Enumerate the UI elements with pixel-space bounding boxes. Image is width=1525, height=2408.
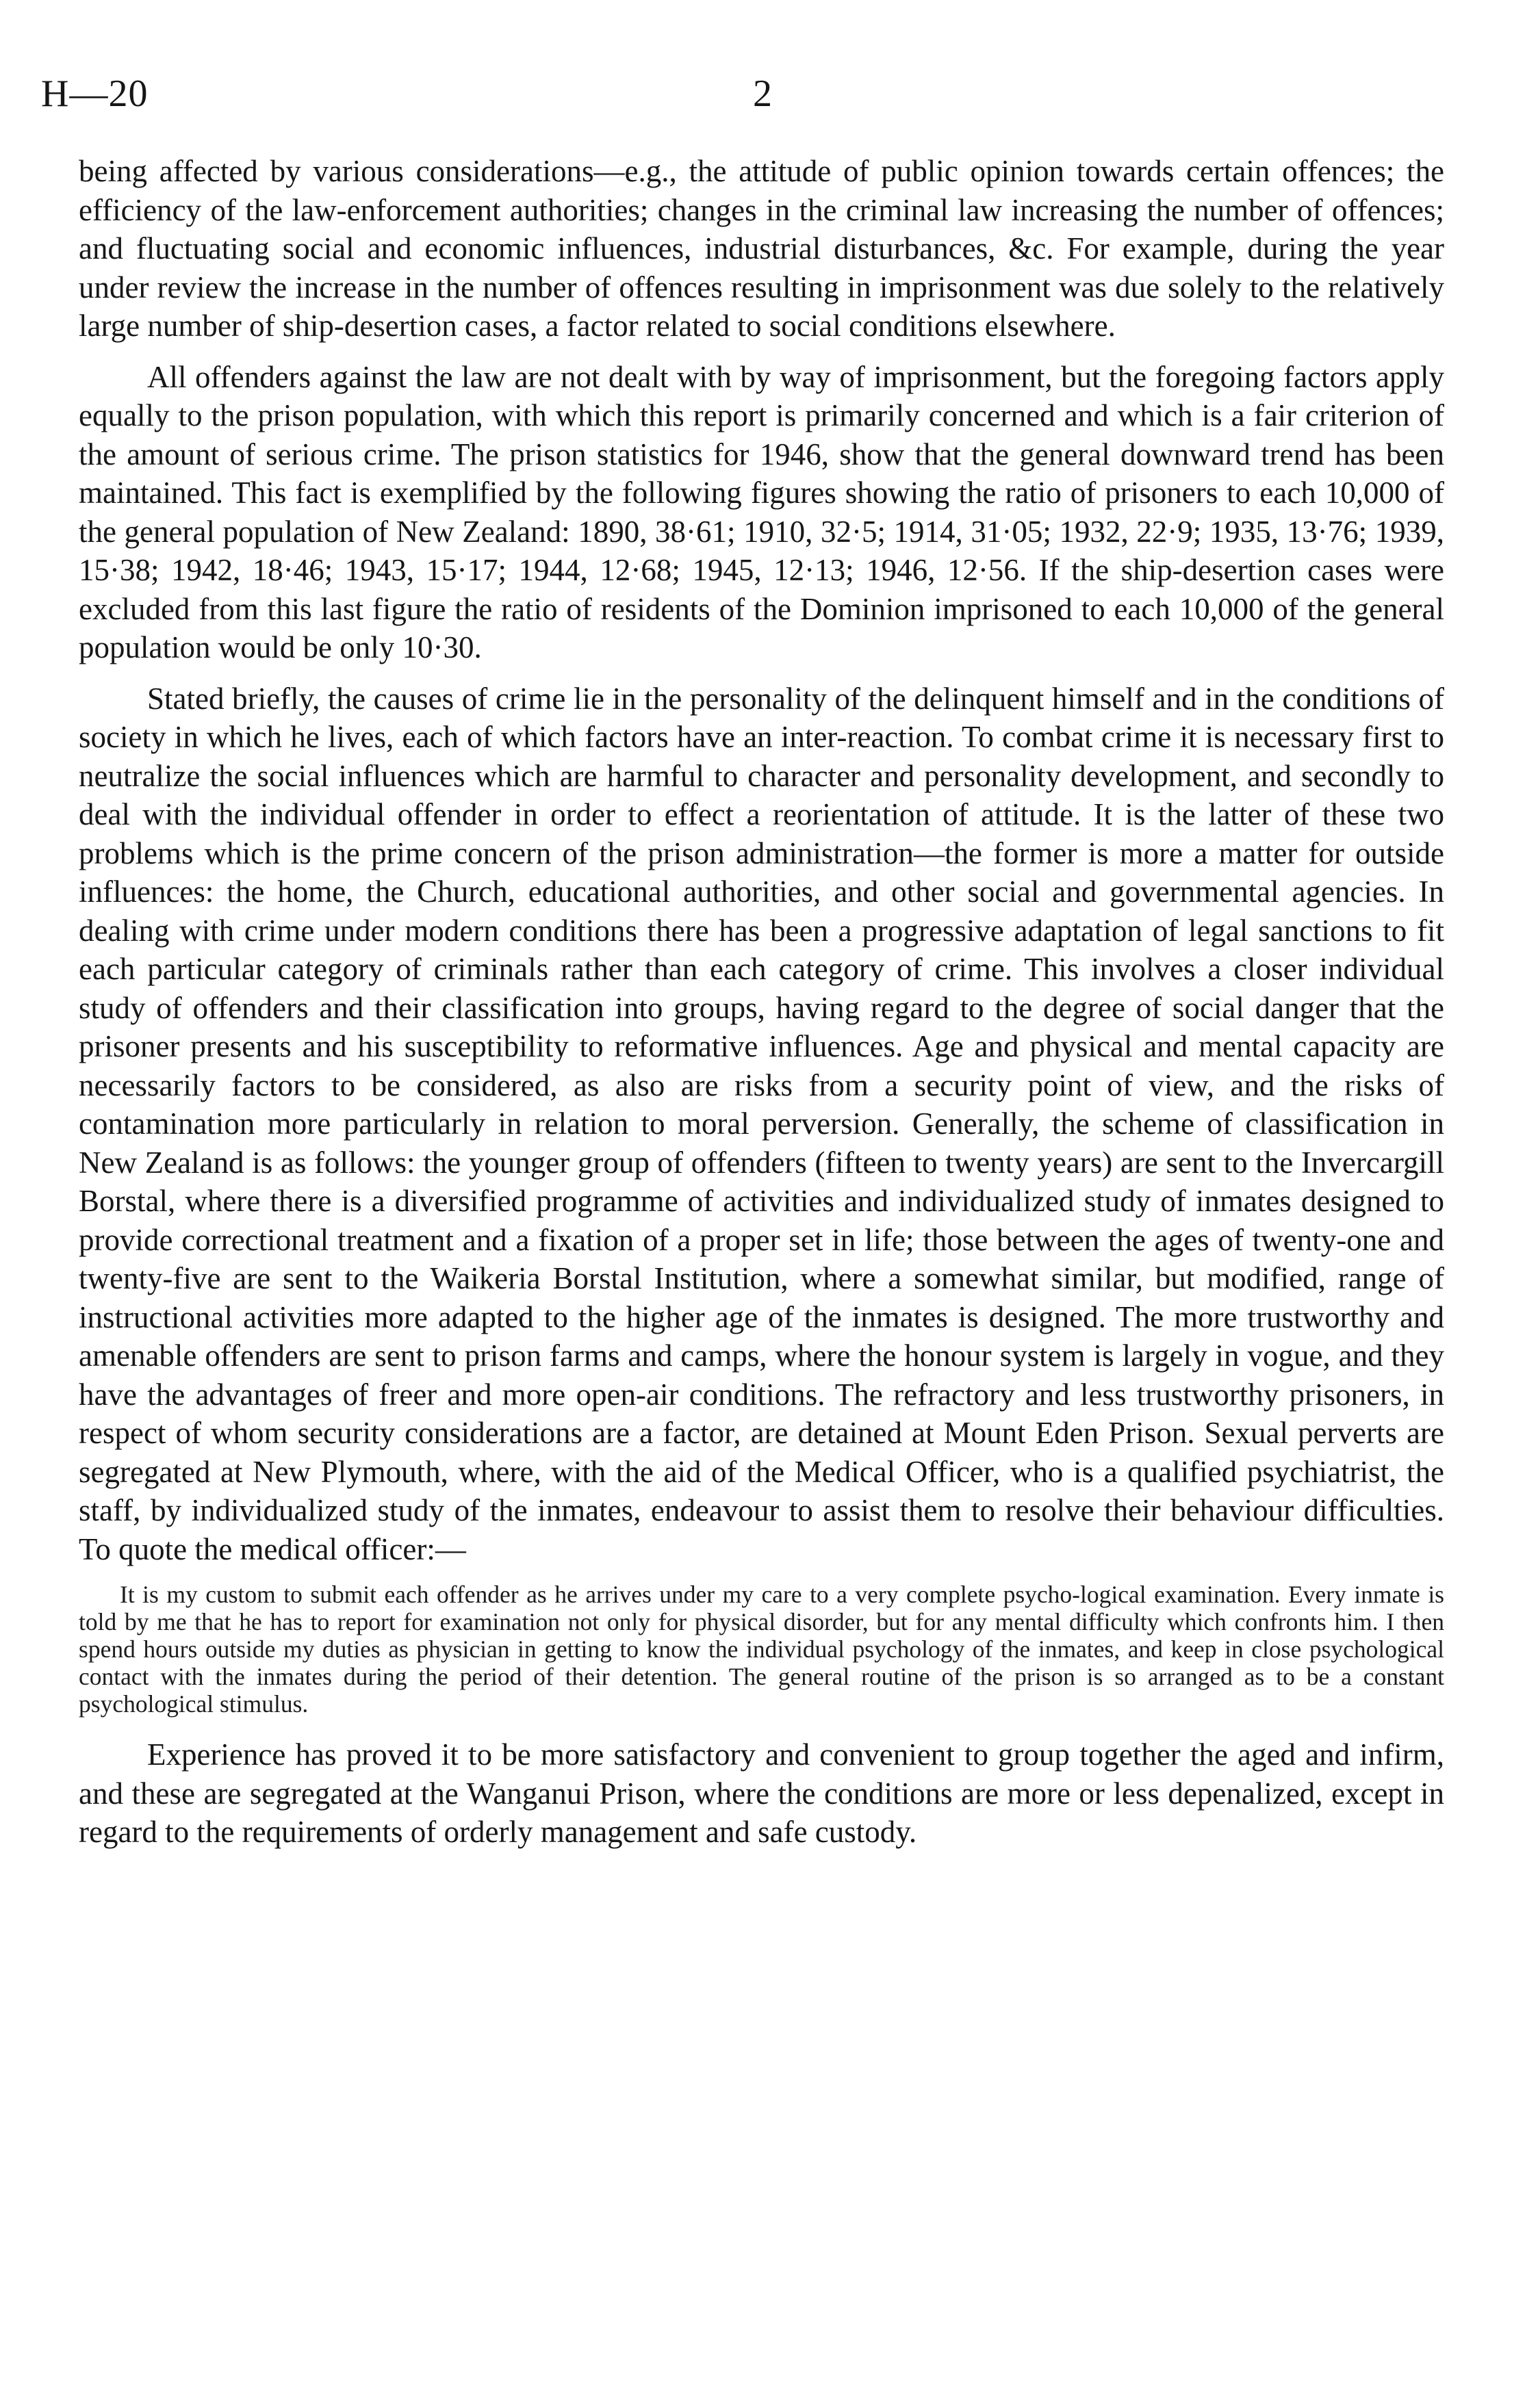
paragraph-aged-and-infirm: Experience has proved it to be more satisfactory and convenient to group together the aged and infirm, and these are segregated at the Wanganui Prison, where the conditions are more or less depenalized, except in regard to the requirements of orderly management and safe custody. xyxy=(79,1737,1444,1849)
paragraph-prison-statistics: All offenders against the law are not dealt with by way of imprisonment, but the foregoing factors apply equally to the prison population, with which this report is primarily concerned and which is a fair criterion of the amount of serious crime. The prison statistics for 1946, show that the general downward trend has been maintained. This fact is exemplified by the following figures showing the ratio of prisoners to each 10,000 of the general population of New Zealand: 1890, 38·61; 1910, 32·5; 1914, 31·05; 1932, 22·9; 1935, 13·76; 1939, 15·38; 1942, 18·46; 1943, 15·17; 1944, 12·68; 1945, 12·13; 1946, 12·56. If the ship-desertion cases were excluded from this last figure the ratio of residents of the Dominion imprisoned to each 10,000 of the general population would be only 10·30. xyxy=(79,359,1444,664)
paragraph-considerations: being affected by various considerations—e.g., the attitude of public opinion towards certain offences; the efficiency of the law-enforcement authorities; changes in the criminal law increasing the number of offences; and fluctuating social and economic influences, industrial disturbances, &c. For example, during the year under review the increase in the number of offences resulting in imprisonment was due solely to the relatively large number of ship-desertion cases, a factor related to social conditions elsewhere. xyxy=(79,154,1444,343)
paragraph-causes-of-crime: Stated briefly, the causes of crime lie in the personality of the delinquent himself and in the conditions of society in which he lives, each of which factors have an inter-reaction. To combat crime it is necessary first to neutralize the social influences which are harmful to character and personality development, and secondly to deal with the individual offender in order to effect a reorientation of attitude. It is the latter of these two problems which is the prime concern of the prison administration—the former is more a matter for outside influences: the home, the Church, educational authorities, and other social and governmental agencies. In dealing with crime under modern conditions there has been a progressive adaptation of legal sanctions to fit each particular category of criminals rather than each category of crime. This involves a closer individual study of offenders and their classification into groups, having regard to the degree of social danger that the prisoner presents and his susceptibility to reformative influences. Age and physical and mental capacity are necessarily factors to be considered, as also are risks from a security point of view, and the risks of contamination more particularly in relation to moral perversion. Generally, the scheme of classification in New Zealand is as follows: the younger group of offenders (fifteen to twenty years) are sent to the Invercargill Borstal, where there is a diversified programme of activities and individualized study of inmates designed to provide correctional treatment and a fixation of a proper set in life; those between the ages of twenty-one and twenty-five are sent to the Waikeria Borstal Institution, where a somewhat similar, but modified, range of instructional activities more adapted to the higher age of the inmates is designed. The more trustworthy and amenable offenders are sent to prison farms and camps, where the honour system is largely in vogue, and they have the advantages of freer and more open-air conditions. The refractory and less trustworthy prisoners, in respect of whom security considerations are a factor, are detained at Mount Eden Prison. Sexual perverts are segregated at New Plymouth, where, with the aid of the Medical Officer, who is a qualified psychiatrist, the staff, by individualized study of the inmates, endeavour to assist them to resolve their behaviour difficulties. To quote the medical officer:— xyxy=(79,681,1444,1566)
page-number: 2 xyxy=(753,73,772,115)
page-header xyxy=(41,72,1444,127)
body-text xyxy=(79,152,1444,1864)
document-code: H—20 xyxy=(41,73,149,115)
medical-officer-quote: It is my custom to submit each offender as he arrives under my care to a very complete psycho-logical examination. Every inmate is told by me that he has to report for examination not only for physical disorder, but for any mental difficulty which confronts him. I then spend hours outside my duties as physician in getting to know the individual psychology of the inmates, and keep in close psychological contact with the inmates during the period of their detention. The general routine of the prison is so arranged as to be a constant psychological stimulus. xyxy=(79,1581,1444,1718)
